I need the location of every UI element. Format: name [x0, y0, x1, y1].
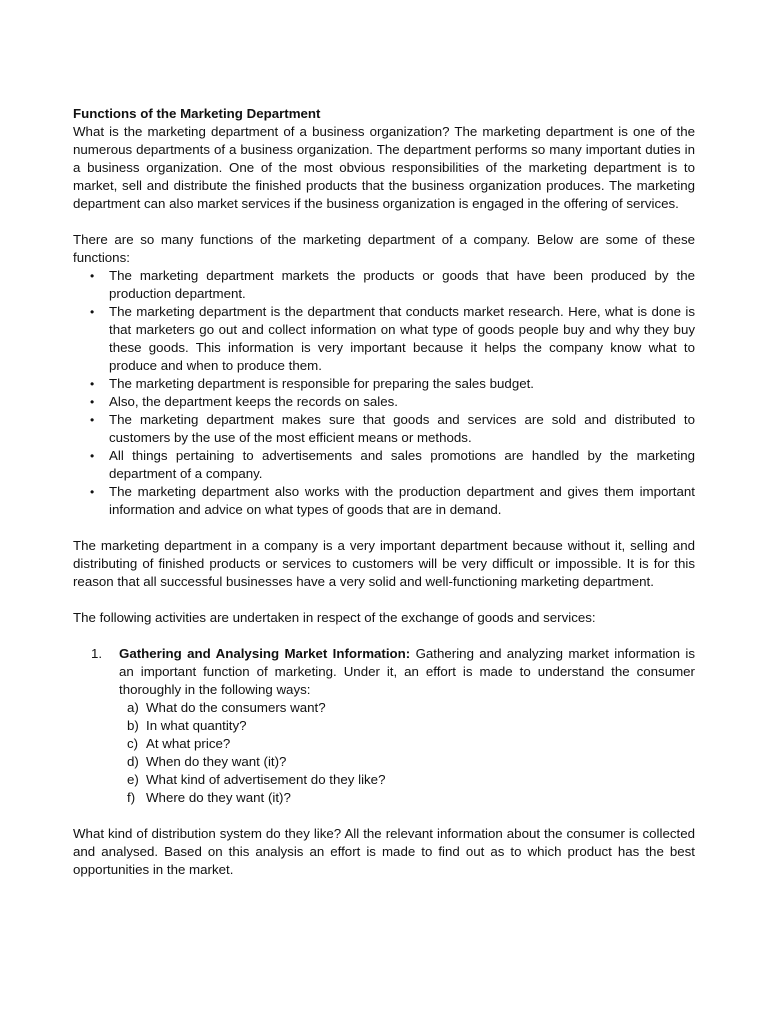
- item-number: 1.: [91, 646, 103, 661]
- bullet-item: • The marketing department is responsible for preparing the sales budget.: [90, 376, 535, 391]
- question-item: e) What kind of advertisement do they like?: [127, 772, 386, 787]
- bullet-item: • Also, the department keeps the records on sales.: [90, 394, 398, 409]
- question-item: c) At what price?: [127, 736, 231, 751]
- bullet-icon: •: [90, 449, 95, 463]
- document-heading: Functions of the Marketing Department: [73, 106, 321, 121]
- consumer-questions-list: [119, 699, 695, 807]
- question-item: b) In what quantity?: [127, 718, 247, 733]
- spacer: [73, 807, 695, 825]
- bullet-item: • The marketing department also works with the production department and gives them important information and advice on what types of goods that are in demand.: [90, 484, 695, 517]
- spacer: [73, 213, 695, 231]
- activities-intro-paragraph: The following activities are undertaken in respect of the exchange of goods and services:: [73, 610, 596, 625]
- bullet-icon: •: [90, 413, 95, 427]
- spacer: [73, 627, 695, 645]
- bullet-item: • The marketing department makes sure that goods and services are sold and distributed to customers by the use of the most efficient means or methods.: [90, 412, 695, 445]
- bullet-item: • All things pertaining to advertisements and sales promotions are handled by the marketing department of a company.: [90, 448, 695, 481]
- bullet-icon: •: [90, 305, 95, 319]
- bullet-icon: •: [90, 269, 95, 283]
- bullet-item: • The marketing department is the department that conducts market research. Here, what is done is that marketers go out and collect information on what type of goods people buy and why they buy these goods. This information is very important because it helps the company know what to produce and when to produce them.: [90, 304, 695, 373]
- bullet-icon: •: [90, 377, 95, 391]
- importance-paragraph: The marketing department in a company is a very important department because without it, selling and distributing of finished products or services to customers will be very difficult or impossible. It is for this reason that all successful businesses have a very solid and well-functioning marketing department.: [73, 538, 695, 589]
- question-item: a) What do the consumers want?: [127, 700, 326, 715]
- bullet-item: • The marketing department markets the products or goods that have been produced by the production department.: [90, 268, 695, 301]
- intro-paragraph: What is the marketing department of a business organization? The marketing department is one of the numerous departments of a business organization. The department performs so many important duties in a business organization. One of the most obvious responsibilities of the marketing department is to market, sell and distribute the finished products that the business organization produces. The marketing department can also market services if the business organization is engaged in the offering of services.: [73, 124, 695, 211]
- bullet-icon: •: [90, 395, 95, 409]
- activity-title: Gathering and Analysing Market Information:: [119, 646, 411, 661]
- bullet-icon: •: [90, 485, 95, 499]
- functions-bullet-list: [73, 267, 695, 519]
- spacer: [73, 591, 695, 609]
- numbered-item: [91, 645, 695, 807]
- activity-text: Gathering and analyzing market information is an important function of marketing. Under it, an effort is made to understand the consumer thoroughly in the following ways:: [119, 646, 695, 697]
- spacer: [73, 519, 695, 537]
- question-item: f) Where do they want (it)?: [127, 790, 291, 805]
- activities-numbered-list: [73, 645, 695, 807]
- question-item: d) When do they want (it)?: [127, 754, 287, 769]
- closing-paragraph: What kind of distribution system do they like? All the relevant information about the consumer is collected and analysed. Based on this analysis an effort is made to find out as to which product has the best opportunities in the market.: [73, 826, 695, 877]
- document-page: [73, 105, 695, 879]
- functions-intro-paragraph: There are so many functions of the marketing department of a company. Below are some of these functions:: [73, 232, 695, 265]
